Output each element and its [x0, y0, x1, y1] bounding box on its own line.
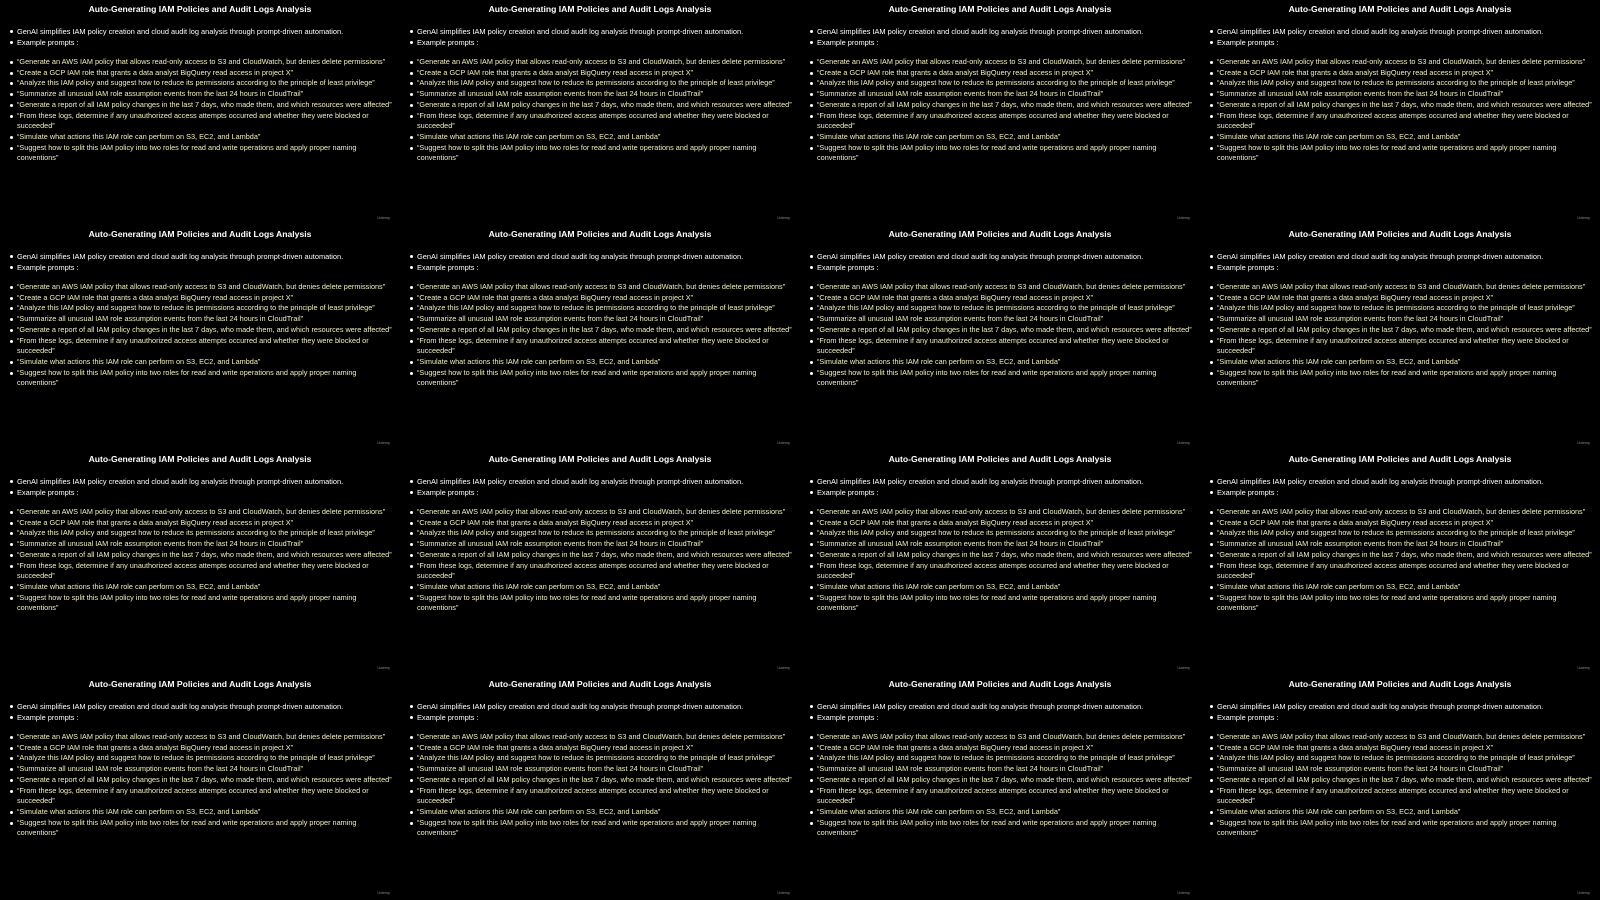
prompt-item: “Create a GCP IAM role that grants a data analyst BigQuery read access in project X”	[1210, 293, 1595, 304]
udemy-watermark: Udemy	[1177, 440, 1190, 445]
example-prompts-list	[410, 57, 795, 164]
prompt-item: “Summarize all unusual IAM role assumption events from the last 24 hours in CloudTrail”	[1210, 539, 1595, 550]
prompt-item: “Create a GCP IAM role that grants a data analyst BigQuery read access in project X”	[10, 68, 395, 79]
prompt-item: “Generate a report of all IAM policy changes in the last 7 days, who made them, and which resources were affected”	[1210, 550, 1595, 561]
udemy-watermark: Udemy	[377, 440, 390, 445]
prompt-item: “Create a GCP IAM role that grants a data analyst BigQuery read access in project X”	[410, 293, 795, 304]
intro-item: Example prompts :	[810, 37, 1200, 48]
prompt-item: “Generate an AWS IAM policy that allows read-only access to S3 and CloudWatch, but denies delete permissions”	[10, 507, 395, 518]
intro-item: Example prompts :	[10, 712, 400, 723]
prompt-item: “Simulate what actions this IAM role can perform on S3, EC2, and Lambda”	[10, 357, 395, 368]
prompt-item: “Summarize all unusual IAM role assumption events from the last 24 hours in CloudTrail”	[410, 89, 795, 100]
prompt-item: “Summarize all unusual IAM role assumption events from the last 24 hours in CloudTrail”	[10, 539, 395, 550]
prompt-item: “Simulate what actions this IAM role can perform on S3, EC2, and Lambda”	[10, 132, 395, 143]
intro-item: Example prompts :	[10, 262, 400, 273]
intro-item: Example prompts :	[410, 262, 800, 273]
prompt-item: “Simulate what actions this IAM role can perform on S3, EC2, and Lambda”	[10, 582, 395, 593]
prompt-item: “Suggest how to split this IAM policy into two roles for read and write operations and apply proper naming conventions”	[410, 143, 795, 164]
prompt-item: “Generate an AWS IAM policy that allows read-only access to S3 and CloudWatch, but denies delete permissions”	[410, 282, 795, 293]
intro-item: GenAI simplifies IAM policy creation and cloud audit log analysis through prompt-driven automation.	[10, 701, 400, 712]
prompt-item: “Create a GCP IAM role that grants a data analyst BigQuery read access in project X”	[810, 743, 1195, 754]
intro-list	[410, 251, 800, 273]
example-prompts-list	[410, 732, 795, 839]
prompt-item: “Create a GCP IAM role that grants a data analyst BigQuery read access in project X”	[10, 518, 395, 529]
prompt-item: “Simulate what actions this IAM role can perform on S3, EC2, and Lambda”	[410, 132, 795, 143]
prompt-item: “Analyze this IAM policy and suggest how to reduce its permissions according to the principle of least privilege”	[810, 78, 1195, 89]
prompt-item: “Suggest how to split this IAM policy into two roles for read and write operations and apply proper naming conventions”	[10, 818, 395, 839]
intro-list	[410, 476, 800, 498]
prompt-item: “Generate an AWS IAM policy that allows read-only access to S3 and CloudWatch, but denies delete permissions”	[810, 282, 1195, 293]
prompt-item: “Generate a report of all IAM policy changes in the last 7 days, who made them, and which resources were affected”	[410, 100, 795, 111]
prompt-item: “Analyze this IAM policy and suggest how to reduce its permissions according to the principle of least privilege”	[810, 303, 1195, 314]
prompt-item: “Analyze this IAM policy and suggest how to reduce its permissions according to the principle of least privilege”	[10, 753, 395, 764]
prompt-item: “Generate an AWS IAM policy that allows read-only access to S3 and CloudWatch, but denies delete permissions”	[810, 732, 1195, 743]
slide-title: Auto-Generating IAM Policies and Audit Logs Analysis	[1288, 679, 1512, 689]
slide-thumbnail-r3-c1[interactable]	[0, 450, 400, 675]
prompt-item: “Generate a report of all IAM policy changes in the last 7 days, who made them, and which resources were affected”	[410, 325, 795, 336]
prompt-item: “Generate an AWS IAM policy that allows read-only access to S3 and CloudWatch, but denies delete permissions”	[410, 57, 795, 68]
prompt-item: “Simulate what actions this IAM role can perform on S3, EC2, and Lambda”	[810, 807, 1195, 818]
prompt-item: “Suggest how to split this IAM policy into two roles for read and write operations and apply proper naming conventions”	[10, 368, 395, 389]
prompt-item: “From these logs, determine if any unauthorized access attempts occurred and whether they were blocked or succeeded”	[410, 336, 795, 357]
slide-title: Auto-Generating IAM Policies and Audit Logs Analysis	[888, 679, 1112, 689]
prompt-item: “From these logs, determine if any unauthorized access attempts occurred and whether they were blocked or succeeded”	[810, 336, 1195, 357]
prompt-item: “Create a GCP IAM role that grants a data analyst BigQuery read access in project X”	[410, 68, 795, 79]
prompt-item: “Analyze this IAM policy and suggest how to reduce its permissions according to the principle of least privilege”	[10, 303, 395, 314]
udemy-watermark: Udemy	[377, 215, 390, 220]
udemy-watermark: Udemy	[377, 665, 390, 670]
prompt-item: “Suggest how to split this IAM policy into two roles for read and write operations and apply proper naming conventions”	[810, 818, 1195, 839]
intro-list	[10, 701, 400, 723]
intro-item: Example prompts :	[10, 37, 400, 48]
prompt-item: “From these logs, determine if any unauthorized access attempts occurred and whether they were blocked or succeeded”	[810, 786, 1195, 807]
intro-item: GenAI simplifies IAM policy creation and cloud audit log analysis through prompt-driven automation.	[1210, 26, 1600, 37]
prompt-item: “Summarize all unusual IAM role assumption events from the last 24 hours in CloudTrail”	[10, 314, 395, 325]
intro-list	[10, 26, 400, 48]
prompt-item: “Suggest how to split this IAM policy into two roles for read and write operations and apply proper naming conventions”	[810, 593, 1195, 614]
prompt-item: “From these logs, determine if any unauthorized access attempts occurred and whether they were blocked or succeeded”	[1210, 111, 1595, 132]
prompt-item: “Analyze this IAM policy and suggest how to reduce its permissions according to the principle of least privilege”	[410, 303, 795, 314]
intro-list	[810, 26, 1200, 48]
prompt-item: “Generate a report of all IAM policy changes in the last 7 days, who made them, and which resources were affected”	[10, 775, 395, 786]
prompt-item: “From these logs, determine if any unauthorized access attempts occurred and whether they were blocked or succeeded”	[810, 111, 1195, 132]
prompt-item: “Suggest how to split this IAM policy into two roles for read and write operations and apply proper naming conventions”	[10, 143, 395, 164]
slide-thumbnail-r4-c4[interactable]	[1200, 675, 1600, 900]
prompt-item: “Simulate what actions this IAM role can perform on S3, EC2, and Lambda”	[1210, 807, 1595, 818]
intro-list	[810, 251, 1200, 273]
udemy-watermark: Udemy	[1177, 215, 1190, 220]
intro-list	[410, 26, 800, 48]
intro-list	[1210, 26, 1600, 48]
udemy-watermark: Udemy	[777, 665, 790, 670]
prompt-item: “Summarize all unusual IAM role assumption events from the last 24 hours in CloudTrail”	[410, 539, 795, 550]
slide-title: Auto-Generating IAM Policies and Audit Logs Analysis	[888, 454, 1112, 464]
prompt-item: “Analyze this IAM policy and suggest how to reduce its permissions according to the principle of least privilege”	[1210, 528, 1595, 539]
example-prompts-list	[10, 732, 395, 839]
udemy-watermark: Udemy	[1577, 665, 1590, 670]
slide-title: Auto-Generating IAM Policies and Audit Logs Analysis	[88, 454, 312, 464]
prompt-item: “Generate a report of all IAM policy changes in the last 7 days, who made them, and which resources were affected”	[810, 100, 1195, 111]
prompt-item: “Simulate what actions this IAM role can perform on S3, EC2, and Lambda”	[410, 357, 795, 368]
slide-thumbnail-r3-c3[interactable]	[800, 450, 1200, 675]
prompt-item: “Simulate what actions this IAM role can perform on S3, EC2, and Lambda”	[410, 582, 795, 593]
prompt-item: “Create a GCP IAM role that grants a data analyst BigQuery read access in project X”	[1210, 743, 1595, 754]
prompt-item: “From these logs, determine if any unauthorized access attempts occurred and whether they were blocked or succeeded”	[410, 561, 795, 582]
slide-title: Auto-Generating IAM Policies and Audit Logs Analysis	[488, 679, 712, 689]
prompt-item: “Suggest how to split this IAM policy into two roles for read and write operations and apply proper naming conventions”	[1210, 143, 1595, 164]
prompt-item: “Simulate what actions this IAM role can perform on S3, EC2, and Lambda”	[810, 132, 1195, 143]
prompt-item: “Create a GCP IAM role that grants a data analyst BigQuery read access in project X”	[1210, 518, 1595, 529]
prompt-item: “Generate a report of all IAM policy changes in the last 7 days, who made them, and which resources were affected”	[410, 775, 795, 786]
prompt-item: “Simulate what actions this IAM role can perform on S3, EC2, and Lambda”	[1210, 132, 1595, 143]
udemy-watermark: Udemy	[777, 890, 790, 895]
prompt-item: “Simulate what actions this IAM role can perform on S3, EC2, and Lambda”	[1210, 582, 1595, 593]
slide-thumbnail-r2-c3[interactable]	[800, 225, 1200, 450]
example-prompts-list	[10, 282, 395, 389]
prompt-item: “Generate an AWS IAM policy that allows read-only access to S3 and CloudWatch, but denies delete permissions”	[1210, 282, 1595, 293]
slide-thumbnail-r4-c2[interactable]	[400, 675, 800, 900]
udemy-watermark: Udemy	[777, 215, 790, 220]
prompt-item: “Generate a report of all IAM policy changes in the last 7 days, who made them, and which resources were affected”	[10, 325, 395, 336]
prompt-item: “Generate an AWS IAM policy that allows read-only access to S3 and CloudWatch, but denies delete permissions”	[810, 507, 1195, 518]
intro-list	[810, 701, 1200, 723]
prompt-item: “Analyze this IAM policy and suggest how to reduce its permissions according to the principle of least privilege”	[410, 528, 795, 539]
slide-thumbnail-r4-c1[interactable]	[0, 675, 400, 900]
prompt-item: “Create a GCP IAM role that grants a data analyst BigQuery read access in project X”	[10, 743, 395, 754]
prompt-item: “Summarize all unusual IAM role assumption events from the last 24 hours in CloudTrail”	[810, 764, 1195, 775]
prompt-item: “Simulate what actions this IAM role can perform on S3, EC2, and Lambda”	[10, 807, 395, 818]
intro-item: GenAI simplifies IAM policy creation and cloud audit log analysis through prompt-driven automation.	[410, 251, 800, 262]
intro-list	[10, 251, 400, 273]
intro-item: GenAI simplifies IAM policy creation and cloud audit log analysis through prompt-driven automation.	[410, 701, 800, 712]
prompt-item: “Generate a report of all IAM policy changes in the last 7 days, who made them, and which resources were affected”	[1210, 100, 1595, 111]
intro-item: Example prompts :	[1210, 37, 1600, 48]
intro-item: GenAI simplifies IAM policy creation and cloud audit log analysis through prompt-driven automation.	[10, 251, 400, 262]
prompt-item: “Suggest how to split this IAM policy into two roles for read and write operations and apply proper naming conventions”	[410, 818, 795, 839]
prompt-item: “Suggest how to split this IAM policy into two roles for read and write operations and apply proper naming conventions”	[1210, 368, 1595, 389]
intro-list	[1210, 701, 1600, 723]
prompt-item: “Generate a report of all IAM policy changes in the last 7 days, who made them, and which resources were affected”	[410, 550, 795, 561]
slide-title: Auto-Generating IAM Policies and Audit Logs Analysis	[1288, 4, 1512, 14]
intro-item: Example prompts :	[1210, 712, 1600, 723]
prompt-item: “Summarize all unusual IAM role assumption events from the last 24 hours in CloudTrail”	[1210, 764, 1595, 775]
slide-thumbnail-r1-c4[interactable]	[1200, 0, 1600, 225]
prompt-item: “Simulate what actions this IAM role can perform on S3, EC2, and Lambda”	[410, 807, 795, 818]
intro-list	[10, 476, 400, 498]
prompt-item: “Create a GCP IAM role that grants a data analyst BigQuery read access in project X”	[410, 743, 795, 754]
prompt-item: “Create a GCP IAM role that grants a data analyst BigQuery read access in project X”	[810, 293, 1195, 304]
prompt-item: “From these logs, determine if any unauthorized access attempts occurred and whether they were blocked or succeeded”	[810, 561, 1195, 582]
intro-item: GenAI simplifies IAM policy creation and cloud audit log analysis through prompt-driven automation.	[810, 251, 1200, 262]
intro-item: Example prompts :	[810, 712, 1200, 723]
prompt-item: “From these logs, determine if any unauthorized access attempts occurred and whether they were blocked or succeeded”	[1210, 786, 1595, 807]
prompt-item: “Simulate what actions this IAM role can perform on S3, EC2, and Lambda”	[810, 582, 1195, 593]
prompt-item: “Analyze this IAM policy and suggest how to reduce its permissions according to the principle of least privilege”	[410, 78, 795, 89]
slide-thumbnail-r4-c3[interactable]	[800, 675, 1200, 900]
prompt-item: “Summarize all unusual IAM role assumption events from the last 24 hours in CloudTrail”	[10, 89, 395, 100]
udemy-watermark: Udemy	[1177, 890, 1190, 895]
prompt-item: “Suggest how to split this IAM policy into two roles for read and write operations and apply proper naming conventions”	[810, 368, 1195, 389]
slide-thumbnail-r3-c2[interactable]	[400, 450, 800, 675]
prompt-item: “Summarize all unusual IAM role assumption events from the last 24 hours in CloudTrail”	[1210, 314, 1595, 325]
intro-item: GenAI simplifies IAM policy creation and cloud audit log analysis through prompt-driven automation.	[10, 26, 400, 37]
prompt-item: “From these logs, determine if any unauthorized access attempts occurred and whether they were blocked or succeeded”	[410, 111, 795, 132]
prompt-item: “Generate an AWS IAM policy that allows read-only access to S3 and CloudWatch, but denies delete permissions”	[410, 507, 795, 518]
slide-title: Auto-Generating IAM Policies and Audit Logs Analysis	[488, 454, 712, 464]
udemy-watermark: Udemy	[1577, 215, 1590, 220]
example-prompts-list	[10, 57, 395, 164]
slide-title: Auto-Generating IAM Policies and Audit Logs Analysis	[488, 4, 712, 14]
prompt-item: “Create a GCP IAM role that grants a data analyst BigQuery read access in project X”	[1210, 68, 1595, 79]
slide-thumbnail-r3-c4[interactable]	[1200, 450, 1600, 675]
intro-list	[410, 701, 800, 723]
prompt-item: “Analyze this IAM policy and suggest how to reduce its permissions according to the principle of least privilege”	[10, 528, 395, 539]
example-prompts-list	[1210, 282, 1595, 389]
example-prompts-list	[1210, 57, 1595, 164]
intro-item: Example prompts :	[410, 487, 800, 498]
slide-title: Auto-Generating IAM Policies and Audit Logs Analysis	[888, 229, 1112, 239]
prompt-item: “Generate a report of all IAM policy changes in the last 7 days, who made them, and which resources were affected”	[1210, 775, 1595, 786]
slide-title: Auto-Generating IAM Policies and Audit Logs Analysis	[488, 229, 712, 239]
example-prompts-list	[810, 282, 1195, 389]
prompt-item: “Create a GCP IAM role that grants a data analyst BigQuery read access in project X”	[810, 518, 1195, 529]
prompt-item: “From these logs, determine if any unauthorized access attempts occurred and whether they were blocked or succeeded”	[10, 786, 395, 807]
prompt-item: “Summarize all unusual IAM role assumption events from the last 24 hours in CloudTrail”	[810, 89, 1195, 100]
example-prompts-list	[1210, 732, 1595, 839]
prompt-item: “Analyze this IAM policy and suggest how to reduce its permissions according to the principle of least privilege”	[1210, 303, 1595, 314]
slide-title: Auto-Generating IAM Policies and Audit Logs Analysis	[88, 679, 312, 689]
intro-item: GenAI simplifies IAM policy creation and cloud audit log analysis through prompt-driven automation.	[410, 26, 800, 37]
intro-list	[1210, 251, 1600, 273]
udemy-watermark: Udemy	[777, 440, 790, 445]
intro-item: Example prompts :	[410, 37, 800, 48]
udemy-watermark: Udemy	[1177, 665, 1190, 670]
prompt-item: “Generate a report of all IAM policy changes in the last 7 days, who made them, and which resources were affected”	[10, 100, 395, 111]
prompt-item: “Suggest how to split this IAM policy into two roles for read and write operations and apply proper naming conventions”	[1210, 593, 1595, 614]
intro-list	[810, 476, 1200, 498]
intro-item: Example prompts :	[410, 712, 800, 723]
intro-item: GenAI simplifies IAM policy creation and cloud audit log analysis through prompt-driven automation.	[810, 701, 1200, 712]
intro-item: GenAI simplifies IAM policy creation and cloud audit log analysis through prompt-driven automation.	[810, 26, 1200, 37]
prompt-item: “Suggest how to split this IAM policy into two roles for read and write operations and apply proper naming conventions”	[810, 143, 1195, 164]
prompt-item: “Summarize all unusual IAM role assumption events from the last 24 hours in CloudTrail”	[410, 764, 795, 775]
intro-item: Example prompts :	[10, 487, 400, 498]
prompt-item: “Summarize all unusual IAM role assumption events from the last 24 hours in CloudTrail”	[1210, 89, 1595, 100]
intro-item: GenAI simplifies IAM policy creation and cloud audit log analysis through prompt-driven automation.	[1210, 701, 1600, 712]
intro-item: GenAI simplifies IAM policy creation and cloud audit log analysis through prompt-driven automation.	[10, 476, 400, 487]
prompt-item: “Suggest how to split this IAM policy into two roles for read and write operations and apply proper naming conventions”	[410, 368, 795, 389]
example-prompts-list	[1210, 507, 1595, 614]
intro-item: Example prompts :	[810, 487, 1200, 498]
slide-thumbnail-r1-c1[interactable]	[0, 0, 400, 225]
example-prompts-list	[410, 507, 795, 614]
prompt-item: “Generate a report of all IAM policy changes in the last 7 days, who made them, and which resources were affected”	[810, 775, 1195, 786]
prompt-item: “Create a GCP IAM role that grants a data analyst BigQuery read access in project X”	[810, 68, 1195, 79]
prompt-item: “From these logs, determine if any unauthorized access attempts occurred and whether they were blocked or succeeded”	[1210, 561, 1595, 582]
prompt-item: “Summarize all unusual IAM role assumption events from the last 24 hours in CloudTrail”	[10, 764, 395, 775]
prompt-item: “Simulate what actions this IAM role can perform on S3, EC2, and Lambda”	[810, 357, 1195, 368]
intro-item: Example prompts :	[810, 262, 1200, 273]
prompt-item: “Generate an AWS IAM policy that allows read-only access to S3 and CloudWatch, but denies delete permissions”	[410, 732, 795, 743]
example-prompts-list	[810, 732, 1195, 839]
intro-item: GenAI simplifies IAM policy creation and cloud audit log analysis through prompt-driven automation.	[810, 476, 1200, 487]
example-prompts-list	[810, 507, 1195, 614]
slide-thumbnail-r1-c2[interactable]	[400, 0, 800, 225]
prompt-item: “Summarize all unusual IAM role assumption events from the last 24 hours in CloudTrail”	[810, 539, 1195, 550]
slide-title: Auto-Generating IAM Policies and Audit Logs Analysis	[1288, 454, 1512, 464]
slide-thumbnail-r1-c3[interactable]	[800, 0, 1200, 225]
prompt-item: “Analyze this IAM policy and suggest how to reduce its permissions according to the principle of least privilege”	[810, 528, 1195, 539]
prompt-item: “Simulate what actions this IAM role can perform on S3, EC2, and Lambda”	[1210, 357, 1595, 368]
slide-title: Auto-Generating IAM Policies and Audit Logs Analysis	[88, 4, 312, 14]
prompt-item: “Generate a report of all IAM policy changes in the last 7 days, who made them, and which resources were affected”	[10, 550, 395, 561]
prompt-item: “Generate a report of all IAM policy changes in the last 7 days, who made them, and which resources were affected”	[810, 550, 1195, 561]
prompt-item: “Generate an AWS IAM policy that allows read-only access to S3 and CloudWatch, but denies delete permissions”	[1210, 57, 1595, 68]
prompt-item: “Suggest how to split this IAM policy into two roles for read and write operations and apply proper naming conventions”	[410, 593, 795, 614]
prompt-item: “Create a GCP IAM role that grants a data analyst BigQuery read access in project X”	[10, 293, 395, 304]
prompt-item: “Generate an AWS IAM policy that allows read-only access to S3 and CloudWatch, but denies delete permissions”	[10, 732, 395, 743]
udemy-watermark: Udemy	[1577, 890, 1590, 895]
intro-item: Example prompts :	[1210, 487, 1600, 498]
example-prompts-list	[410, 282, 795, 389]
prompt-item: “Analyze this IAM policy and suggest how to reduce its permissions according to the principle of least privilege”	[1210, 753, 1595, 764]
prompt-item: “Generate an AWS IAM policy that allows read-only access to S3 and CloudWatch, but denies delete permissions”	[810, 57, 1195, 68]
udemy-watermark: Udemy	[1577, 440, 1590, 445]
prompt-item: “Summarize all unusual IAM role assumption events from the last 24 hours in CloudTrail”	[410, 314, 795, 325]
intro-item: GenAI simplifies IAM policy creation and cloud audit log analysis through prompt-driven automation.	[1210, 476, 1600, 487]
example-prompts-list	[810, 57, 1195, 164]
prompt-item: “From these logs, determine if any unauthorized access attempts occurred and whether they were blocked or succeeded”	[10, 561, 395, 582]
intro-item: Example prompts :	[1210, 262, 1600, 273]
intro-item: GenAI simplifies IAM policy creation and cloud audit log analysis through prompt-driven automation.	[1210, 251, 1600, 262]
intro-list	[1210, 476, 1600, 498]
slide-thumbnail-r2-c1[interactable]	[0, 225, 400, 450]
prompt-item: “Suggest how to split this IAM policy into two roles for read and write operations and apply proper naming conventions”	[10, 593, 395, 614]
prompt-item: “Summarize all unusual IAM role assumption events from the last 24 hours in CloudTrail”	[810, 314, 1195, 325]
prompt-item: “Suggest how to split this IAM policy into two roles for read and write operations and apply proper naming conventions”	[1210, 818, 1595, 839]
prompt-item: “Analyze this IAM policy and suggest how to reduce its permissions according to the principle of least privilege”	[10, 78, 395, 89]
prompt-item: “Analyze this IAM policy and suggest how to reduce its permissions according to the principle of least privilege”	[1210, 78, 1595, 89]
prompt-item: “Generate an AWS IAM policy that allows read-only access to S3 and CloudWatch, but denies delete permissions”	[10, 57, 395, 68]
slide-title: Auto-Generating IAM Policies and Audit Logs Analysis	[1288, 229, 1512, 239]
prompt-item: “From these logs, determine if any unauthorized access attempts occurred and whether they were blocked or succeeded”	[1210, 336, 1595, 357]
slide-title: Auto-Generating IAM Policies and Audit Logs Analysis	[888, 4, 1112, 14]
prompt-item: “Generate an AWS IAM policy that allows read-only access to S3 and CloudWatch, but denies delete permissions”	[1210, 732, 1595, 743]
prompt-item: “From these logs, determine if any unauthorized access attempts occurred and whether they were blocked or succeeded”	[410, 786, 795, 807]
prompt-item: “Analyze this IAM policy and suggest how to reduce its permissions according to the principle of least privilege”	[810, 753, 1195, 764]
prompt-item: “Generate an AWS IAM policy that allows read-only access to S3 and CloudWatch, but denies delete permissions”	[10, 282, 395, 293]
prompt-item: “Generate a report of all IAM policy changes in the last 7 days, who made them, and which resources were affected”	[810, 325, 1195, 336]
udemy-watermark: Udemy	[377, 890, 390, 895]
intro-item: GenAI simplifies IAM policy creation and cloud audit log analysis through prompt-driven automation.	[410, 476, 800, 487]
example-prompts-list	[10, 507, 395, 614]
prompt-item: “Generate a report of all IAM policy changes in the last 7 days, who made them, and which resources were affected”	[1210, 325, 1595, 336]
prompt-item: “From these logs, determine if any unauthorized access attempts occurred and whether they were blocked or succeeded”	[10, 336, 395, 357]
slide-title: Auto-Generating IAM Policies and Audit Logs Analysis	[88, 229, 312, 239]
prompt-item: “Generate an AWS IAM policy that allows read-only access to S3 and CloudWatch, but denies delete permissions”	[1210, 507, 1595, 518]
prompt-item: “Analyze this IAM policy and suggest how to reduce its permissions according to the principle of least privilege”	[410, 753, 795, 764]
prompt-item: “From these logs, determine if any unauthorized access attempts occurred and whether they were blocked or succeeded”	[10, 111, 395, 132]
slide-thumbnail-r2-c2[interactable]	[400, 225, 800, 450]
prompt-item: “Create a GCP IAM role that grants a data analyst BigQuery read access in project X”	[410, 518, 795, 529]
slide-thumbnail-r2-c4[interactable]	[1200, 225, 1600, 450]
